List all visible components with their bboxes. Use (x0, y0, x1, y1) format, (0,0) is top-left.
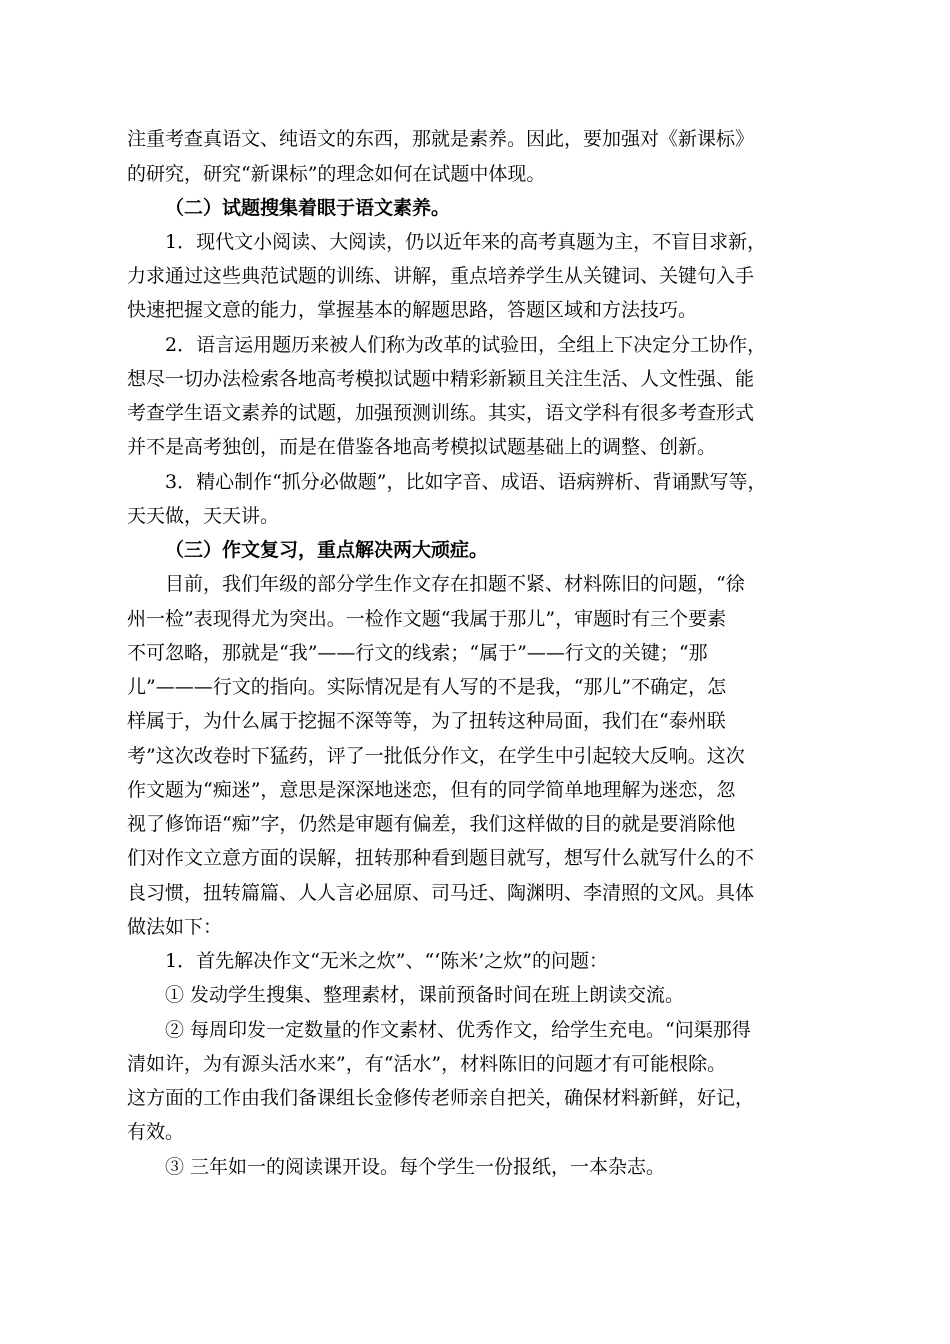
section-heading: （二）试题搜集着眼于语文素养。 (165, 197, 451, 219)
list-item: ② 每周印发一定数量的作文素材、优秀作文，给学生充电。“问渠那得 (165, 1019, 751, 1041)
list-item: ③ 三年如一的阅读课开设。每个学生一份报纸，一本杂志。 (165, 1156, 666, 1178)
text-line: 力求通过这些典范试题的训练、讲解，重点培养学生从关键词、关键句入手 (127, 265, 755, 287)
text-line: 考查学生语文素养的试题，加强预测训练。其实，语文学科有很多考查形式 (127, 402, 755, 424)
text-line: 做法如下： (127, 916, 223, 938)
text-line: 1．现代文小阅读、大阅读，仍以近年来的高考真题为主，不盲目求新， (165, 231, 767, 253)
text-line: 良习惯，扭转篇篇、人人言必屈原、司马迁、陶渊明、李清照的文风。具体 (127, 882, 755, 904)
text-line: 1．首先解决作文“无米之炊”、“‘陈米’之炊”的问题： (165, 950, 609, 972)
section-heading: （三）作文复习，重点解决两大顽症。 (165, 539, 489, 561)
text-line: 州一检”表现得尤为突出。一检作文题“我属于那儿”，审题时有三个要素 (127, 608, 727, 630)
text-line: 视了修饰语“痴”字，仍然是审题有偏差，我们这样做的目的就是要消除他 (127, 813, 736, 835)
text-line: 样属于，为什么属于挖掘不深等等，为了扭转这种局面，我们在“泰州联 (127, 710, 726, 732)
text-line: 想尽一切办法检索各地高考模拟试题中精彩新颖且关注生活、人文性强、能 (127, 368, 755, 390)
text-line: 的研究，研究“新课标”的理念如何在试题中体现。 (127, 163, 546, 185)
text-line: 儿”———行文的指向。实际情况是有人写的不是我，“那儿”不确定，怎 (127, 676, 727, 698)
text-line: 3．精心制作“抓分必做题”，比如字音、成语、语病辨析、背诵默写等， (165, 471, 767, 493)
text-line: 目前，我们年级的部分学生作文存在扣题不紧、材料陈旧的问题，“徐 (165, 573, 745, 595)
list-item: ① 发动学生搜集、整理素材，课前预备时间在班上朗读交流。 (165, 984, 685, 1006)
text-line: 清如许，为有源头活水来”，有“活水”，材料陈旧的问题才有可能根除。 (127, 1053, 727, 1075)
text-line: 不可忽略，那就是“我”——行文的线索；“属于”——行文的关键；“那 (127, 642, 708, 664)
text-line: 2．语言运用题历来被人们称为改革的试验田，全组上下决定分工协作， (165, 334, 767, 356)
text-line: 作文题为“痴迷”，意思是深深地迷恋，但有的同学简单地理解为迷恋，忽 (127, 779, 736, 801)
text-line: 考”这次改卷时下猛药，评了一批低分作文，在学生中引起较大反响。这次 (127, 745, 745, 767)
text-line: 注重考查真语文、纯语文的东西，那就是素养。因此，要加强对《新课标》 (127, 128, 755, 150)
text-line: 快速把握文意的能力，掌握基本的解题思路，答题区域和方法技巧。 (127, 299, 698, 321)
text-line: 们对作文立意方面的误解，扭转那种看到题目就写，想写什么就写什么的不 (127, 847, 755, 869)
text-line: 有效。 (127, 1121, 185, 1143)
text-line: 这方面的工作由我们备课组长金修传老师亲自把关，确保材料新鲜，好记， (127, 1087, 755, 1109)
text-line: 天天做，天天讲。 (127, 505, 280, 527)
text-line: 并不是高考独创，而是在借鉴各地高考模拟试题基础上的调整、创新。 (127, 436, 717, 458)
